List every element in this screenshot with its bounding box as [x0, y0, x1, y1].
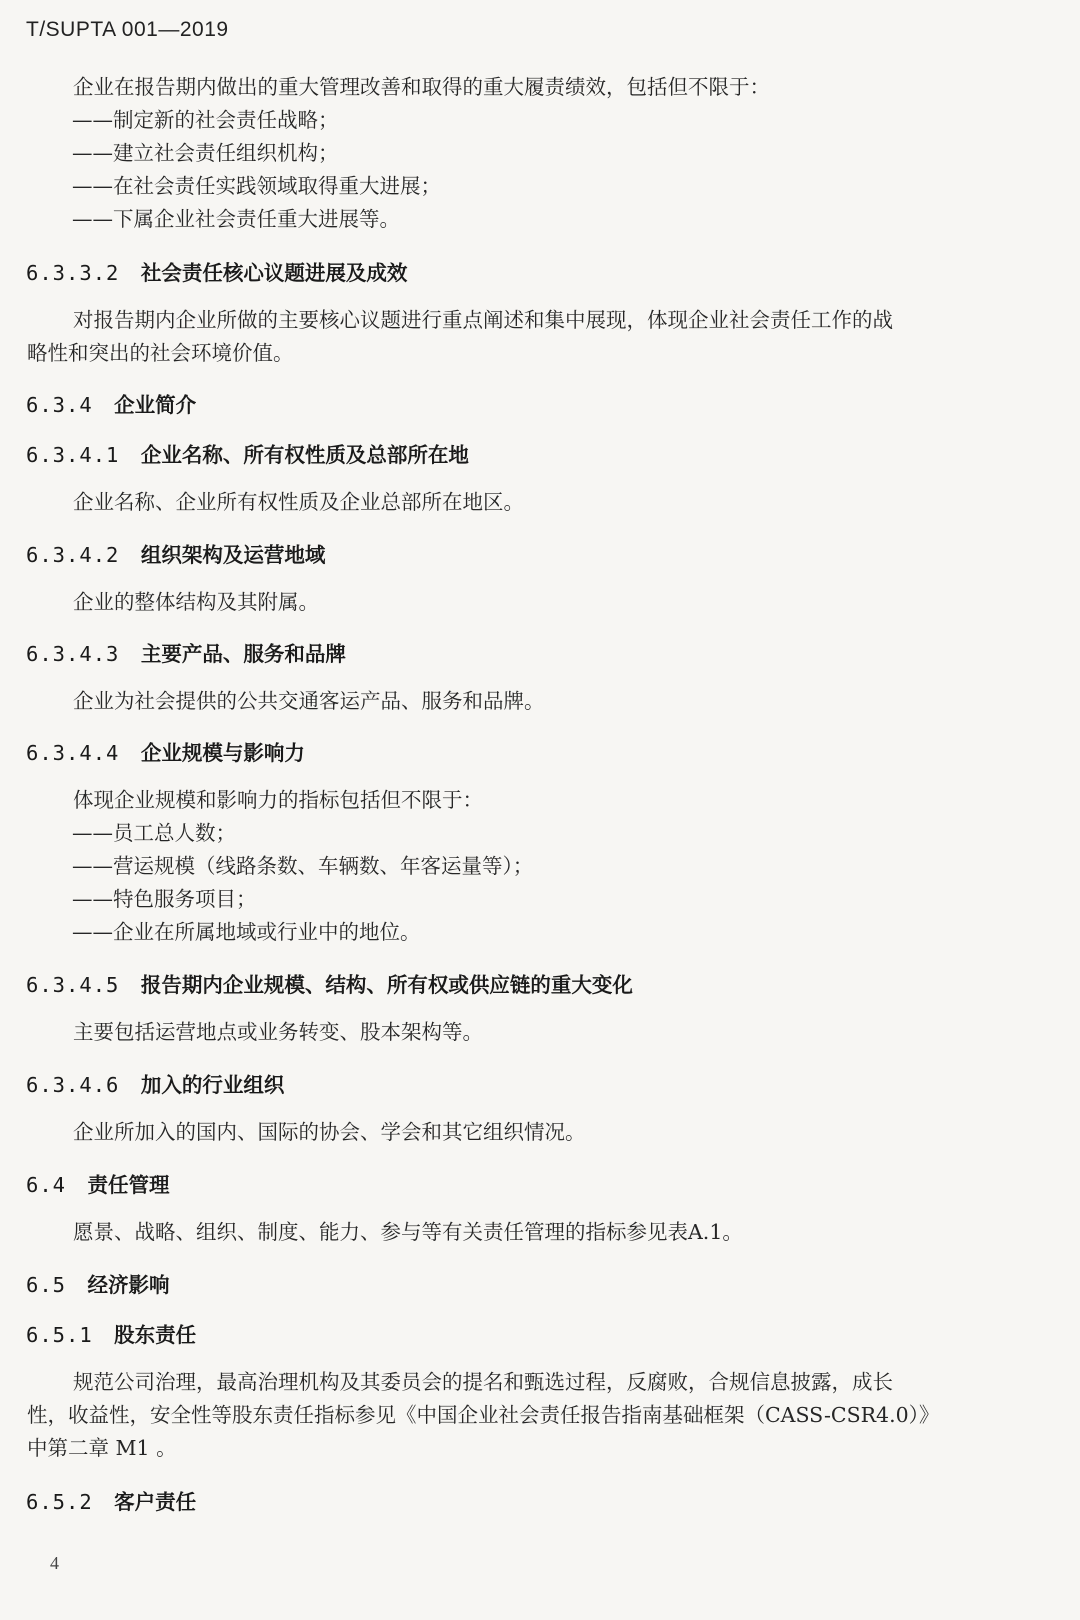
paragraph: 企业名称、企业所有权性质及企业总部所在地区。 — [73, 490, 524, 514]
section-title: 报告期内企业规模、结构、所有权或供应链的重大变化 — [140, 973, 633, 997]
section-title: 企业规模与影响力 — [140, 741, 305, 765]
list-item: ——制定新的社会责任战略； — [72, 108, 339, 132]
section-heading — [0, 1068, 284, 1098]
list-item: ——下属企业社会责任重大进展等。 — [72, 207, 400, 231]
section-title: 客户责任 — [114, 1490, 197, 1514]
section-title: 主要产品、服务和品牌 — [140, 642, 346, 666]
section-heading — [0, 1318, 196, 1348]
section-number: 6.5.1 — [26, 1323, 93, 1347]
section-heading — [0, 538, 325, 568]
paragraph: 企业所加入的国内、国际的协会、学会和其它组织情况。 — [73, 1120, 586, 1144]
section-heading — [0, 968, 633, 998]
paragraph-continuation: 性，收益性，安全性等股东责任指标参见《中国企业社会责任报告指南基础框架（CASS-CSR4.0）》 — [27, 1403, 940, 1427]
section-heading — [0, 1168, 169, 1198]
paragraph: 体现企业规模和影响力的指标包括但不限于： — [73, 788, 483, 812]
section-number: 6.3.4.1 — [26, 443, 120, 467]
section-heading — [0, 637, 346, 667]
list-item: ——企业在所属地域或行业中的地位。 — [72, 920, 421, 944]
list-item: ——员工总人数； — [72, 821, 236, 845]
section-number: 6.5 — [26, 1273, 67, 1297]
paragraph: 企业在报告期内做出的重大管理改善和取得的重大履责绩效，包括但不限于： — [73, 75, 770, 99]
section-number: 6.3.3.2 — [26, 261, 120, 285]
section-title: 责任管理 — [87, 1173, 170, 1197]
section-number: 6.3.4.4 — [26, 741, 120, 765]
list-item: ——在社会责任实践领域取得重大进展； — [72, 174, 441, 198]
list-item: ——营运规模（线路条数、车辆数、年客运量等）； — [72, 854, 534, 878]
paragraph: 企业的整体结构及其附属。 — [73, 590, 319, 614]
paragraph: 主要包括运营地点或业务转变、股本架构等。 — [73, 1020, 483, 1044]
section-number: 6.3.4.2 — [26, 543, 120, 567]
page-number: 4 — [50, 1553, 59, 1573]
section-number: 6.3.4.3 — [26, 642, 120, 666]
section-heading — [0, 1268, 169, 1298]
section-heading — [0, 438, 469, 468]
paragraph-continuation: 略性和突出的社会环境价值。 — [27, 341, 294, 365]
list-item: ——建立社会责任组织机构； — [72, 141, 339, 165]
section-heading — [0, 1485, 196, 1515]
section-title: 股东责任 — [114, 1323, 197, 1347]
section-number: 6.5.2 — [26, 1490, 93, 1514]
section-title: 经济影响 — [87, 1273, 170, 1297]
doc-code: T/SUPTA 001—2019 — [26, 18, 229, 41]
paragraph-continuation: 中第二章 M1 。 — [27, 1436, 177, 1460]
section-number: 6.3.4.6 — [26, 1073, 120, 1097]
section-title: 社会责任核心议题进展及成效 — [140, 261, 408, 285]
section-number: 6.3.4.5 — [26, 973, 120, 997]
section-title: 加入的行业组织 — [140, 1073, 285, 1097]
paragraph: 对报告期内企业所做的主要核心议题进行重点阐述和集中展现，体现企业社会责任工作的战 — [73, 308, 893, 332]
paragraph: 愿景、战略、组织、制度、能力、参与等有关责任管理的指标参见表A.1。 — [73, 1220, 743, 1244]
paragraph: 规范公司治理，最高治理机构及其委员会的提名和甄选过程，反腐败，合规信息披露，成长 — [73, 1370, 893, 1394]
section-heading — [0, 388, 196, 418]
section-title: 企业名称、所有权性质及总部所在地 — [140, 443, 469, 467]
list-item: ——特色服务项目； — [72, 887, 257, 911]
section-title: 组织架构及运营地域 — [140, 543, 326, 567]
paragraph: 企业为社会提供的公共交通客运产品、服务和品牌。 — [73, 689, 545, 713]
section-heading — [0, 736, 305, 766]
section-number: 6.4 — [26, 1173, 67, 1197]
section-title: 企业简介 — [114, 393, 197, 417]
section-heading — [0, 256, 407, 286]
section-number: 6.3.4 — [26, 393, 93, 417]
